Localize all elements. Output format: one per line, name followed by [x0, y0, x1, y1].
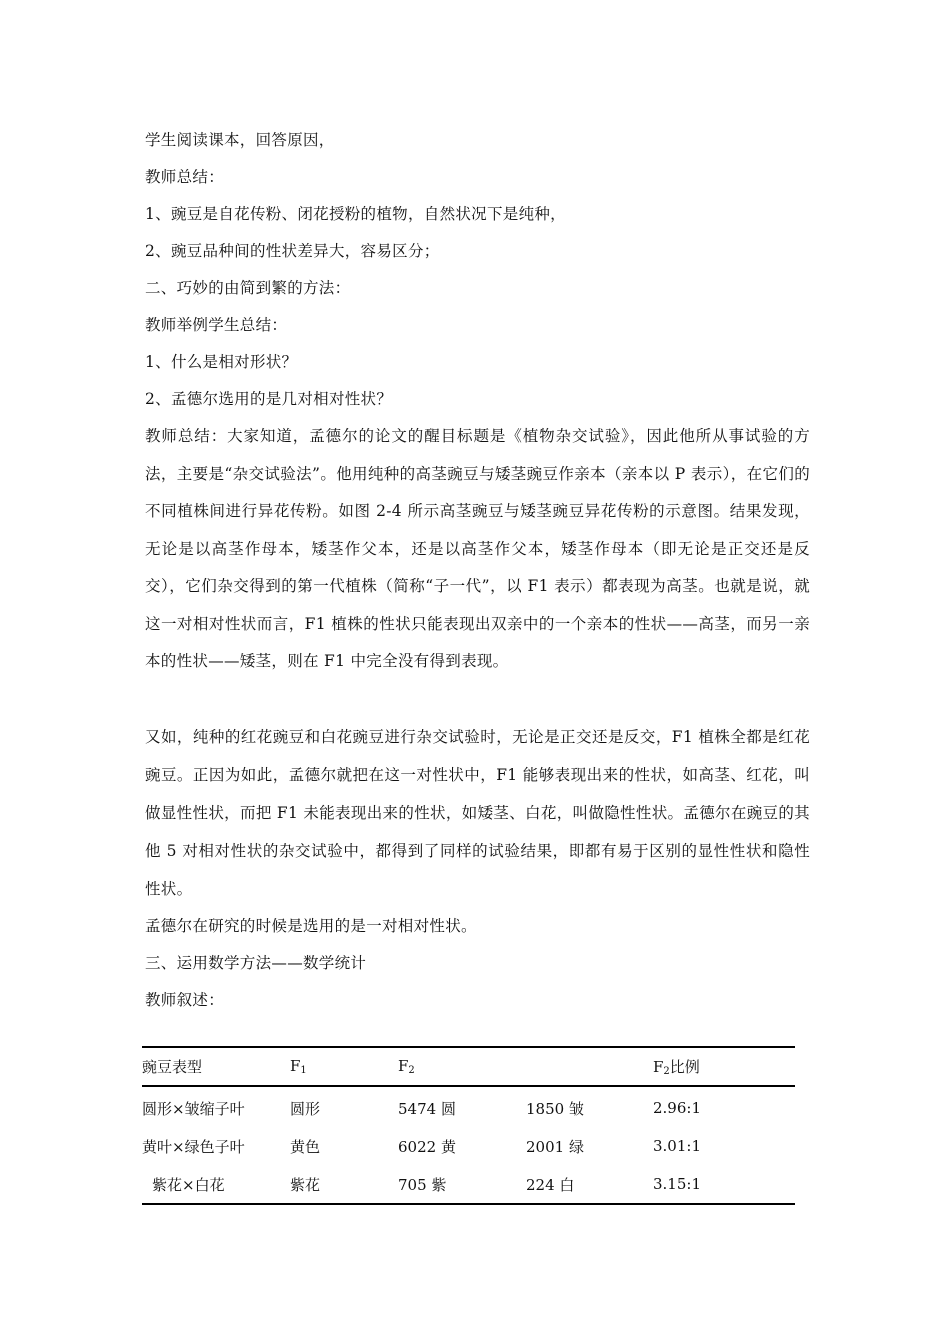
cell-ratio: 3.01:1 [653, 1137, 701, 1155]
cell-phenotype: 圆形×皱缩子叶 [142, 1099, 245, 1118]
text-line: 教师叙述： [145, 990, 225, 1009]
cell-f1: 黄色 [290, 1137, 321, 1156]
header-f1: $F_1$ [290, 1057, 307, 1076]
cell-f2-dominant: 705 紫 [398, 1175, 447, 1194]
cell-phenotype: 黄叶×绿色子叶 [142, 1137, 245, 1156]
text-line: 1、什么是相对形状？ [145, 353, 298, 371]
table-row [142, 1086, 795, 1127]
cell-f2-dominant: 5474 圆 [398, 1099, 456, 1118]
cell-phenotype: 紫花×白花 [152, 1175, 225, 1194]
header-f2-second [526, 1047, 653, 1086]
table-row [142, 1165, 795, 1204]
paragraph-teacher-summary: 教师总结：大家知道，孟德尔的论文的醒目标题是《植物杂交试验》，因此他所从事试验的方法，主要是“杂交试验法”。他用纯种的高茎豌豆与矮茎豌豆作亲本（亲本以 P 表示），在它们的不同植株间进行异花传粉。如图 2-4 所示高茎豌豆与矮茎豌豆异花传粉的示意图。结果发现，无论是以高茎作母本，矮茎作父本，还是以高茎作父本，矮茎作母本（即无论是正交还是反交），它们杂交得到的第一代植株（简称“子一代”，以 F1 表示）都表现为高茎。也就是说，就这一对相对性状而言，F1 植株的性状只能表现出双亲中的一个亲本的性状——高茎，而另一亲本的性状——矮茎，则在 F1 中完全没有得到表现。 [145, 427, 810, 670]
header-phenotype: 豌豆表型 [142, 1058, 203, 1076]
cell-f2-dominant: 6022 黄 [398, 1137, 456, 1156]
paragraph-example: 又如，纯种的红花豌豆和白花豌豆进行杂交试验时，无论是正交还是反交，F1 植株全都是红花豌豆。正因为如此，孟德尔就把在这一对性状中，F1 能够表现出来的性状，如高茎、红花，叫做显性性状，而把 F1 未能表现出来的性状，如矮茎、白花，叫做隐性性状。孟德尔在豌豆的其他 5 对相对性状的杂交试验中，都得到了同样的试验结果，即都有易于区别的显性性状和隐性性状。 [145, 727, 810, 898]
header-f2-ratio: $F_2$比例 [653, 1058, 700, 1077]
cell-f1: 圆形 [290, 1099, 321, 1118]
table-row [142, 1127, 795, 1165]
text-line: 教师举例学生总结： [145, 316, 288, 334]
pea-trait-table [142, 1046, 795, 1205]
cell-ratio: 2.96:1 [653, 1099, 701, 1117]
blank-line [145, 681, 810, 718]
text-line: 学生阅读课本，回答原因， [145, 131, 335, 149]
section-heading: 三、运用数学方法——数学统计 [145, 953, 367, 972]
cell-f1: 紫花 [290, 1175, 321, 1194]
document-body [145, 122, 810, 1019]
table-header-row [142, 1047, 795, 1086]
text-line: 2、豌豆品种间的性状差异大，容易区分； [145, 242, 440, 260]
text-line: 教师总结： [145, 168, 225, 186]
cell-f2-recessive: 1850 皱 [526, 1099, 584, 1118]
text-line: 1、豌豆是自花传粉、闭花授粉的植物，自然状况下是纯种， [145, 205, 566, 223]
cell-f2-recessive: 2001 绿 [526, 1137, 584, 1156]
text-line: 2、孟德尔选用的是几对相对性状？ [145, 390, 393, 408]
text-line: 孟德尔在研究的时候是选用的是一对相对性状。 [145, 916, 477, 935]
section-heading: 二、巧妙的由简到繁的方法： [145, 279, 351, 297]
header-f2: $F_2$ [398, 1057, 415, 1076]
cell-ratio: 3.15:1 [653, 1175, 701, 1193]
cell-f2-recessive: 224 白 [526, 1175, 575, 1194]
